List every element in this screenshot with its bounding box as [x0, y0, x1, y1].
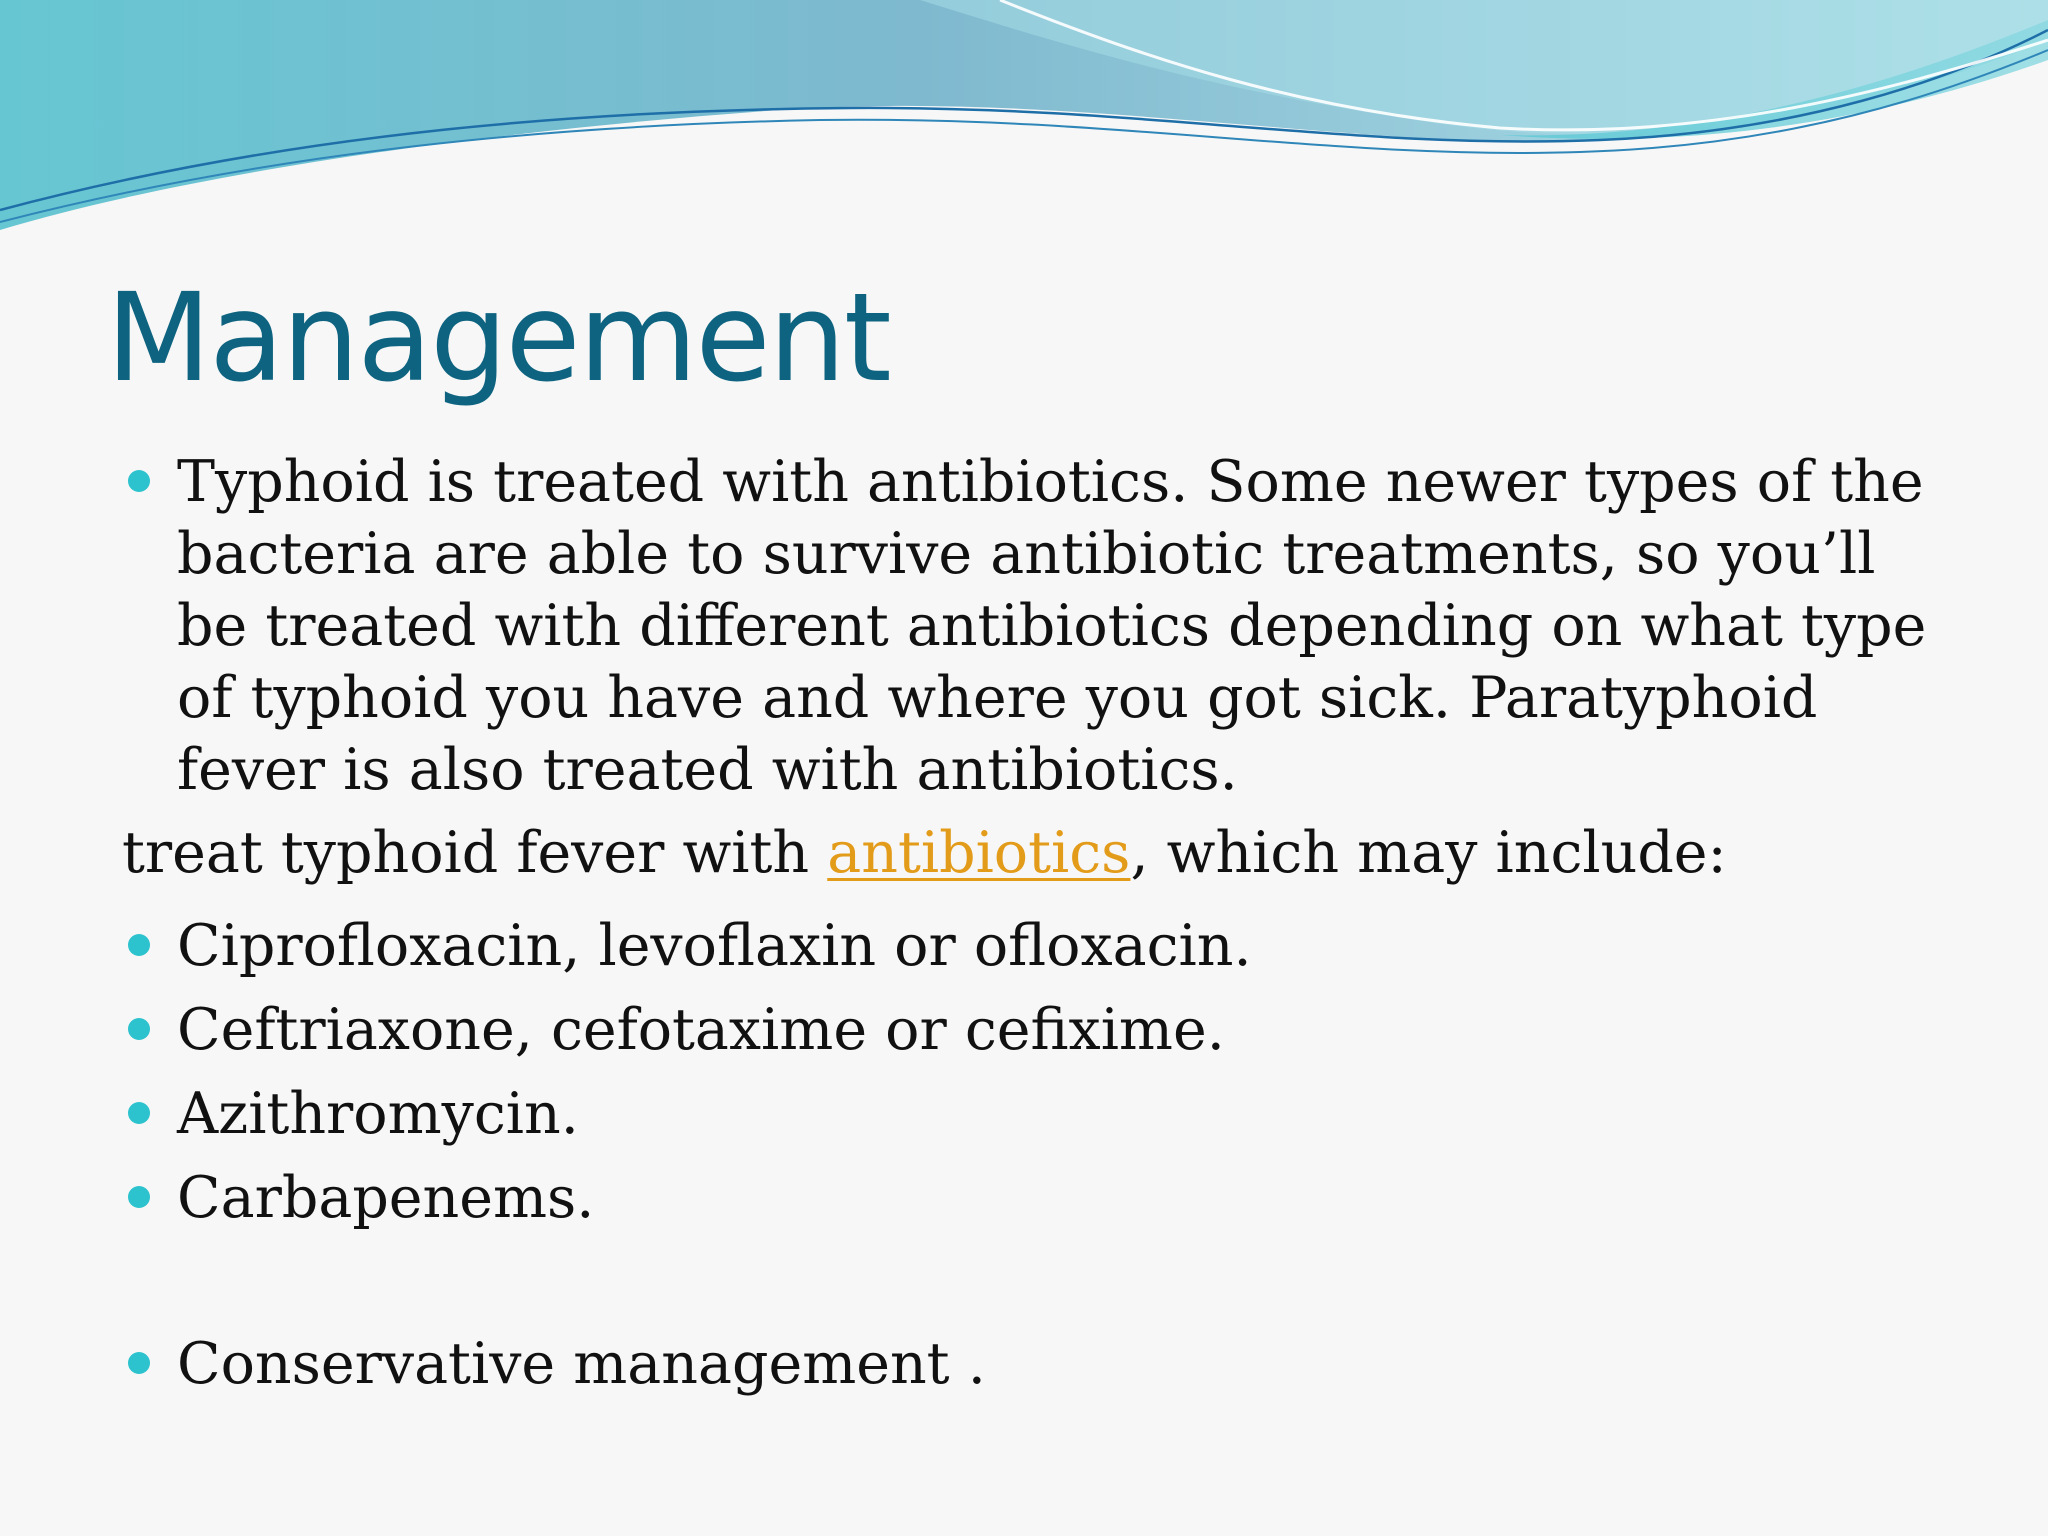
bullet-dot-last [128, 1352, 150, 1374]
drug-item: Carbapenems. [177, 1165, 595, 1231]
treat-line-after: , which may include: [1130, 820, 1727, 886]
drug-item: Ciprofloxacin, levoflaxin or ofloxacin. [177, 913, 1252, 979]
intro-line: Typhoid is treated with antibiotics. Some newer types of the [177, 449, 1924, 515]
bullet-dot-intro [128, 470, 150, 492]
intro-line: fever is also treated with antibiotics. [177, 737, 1238, 803]
bullet-dot-drug [128, 1018, 150, 1040]
antibiotics-link[interactable]: antibiotics [827, 820, 1131, 886]
treat-line [122, 817, 1727, 889]
slide-title: Management [106, 267, 890, 409]
drug-item: Ceftriaxone, cefotaxime or cefixime. [177, 997, 1225, 1063]
intro-line: of typhoid you have and where you got sick. Paratyphoid [177, 665, 1818, 731]
drug-item: Azithromycin. [177, 1081, 579, 1147]
intro-paragraph [177, 446, 2027, 806]
bullet-dot-drug [128, 1186, 150, 1208]
bullet-dot-drug [128, 1102, 150, 1124]
intro-line: bacteria are able to survive antibiotic treatments, so you’ll [177, 521, 1876, 587]
intro-line: be treated with different antibiotics depending on what type [177, 593, 1927, 659]
last-item: Conservative management . [177, 1331, 986, 1397]
bullet-dot-drug [128, 934, 150, 956]
treat-line-before: treat typhoid fever with [122, 820, 828, 886]
